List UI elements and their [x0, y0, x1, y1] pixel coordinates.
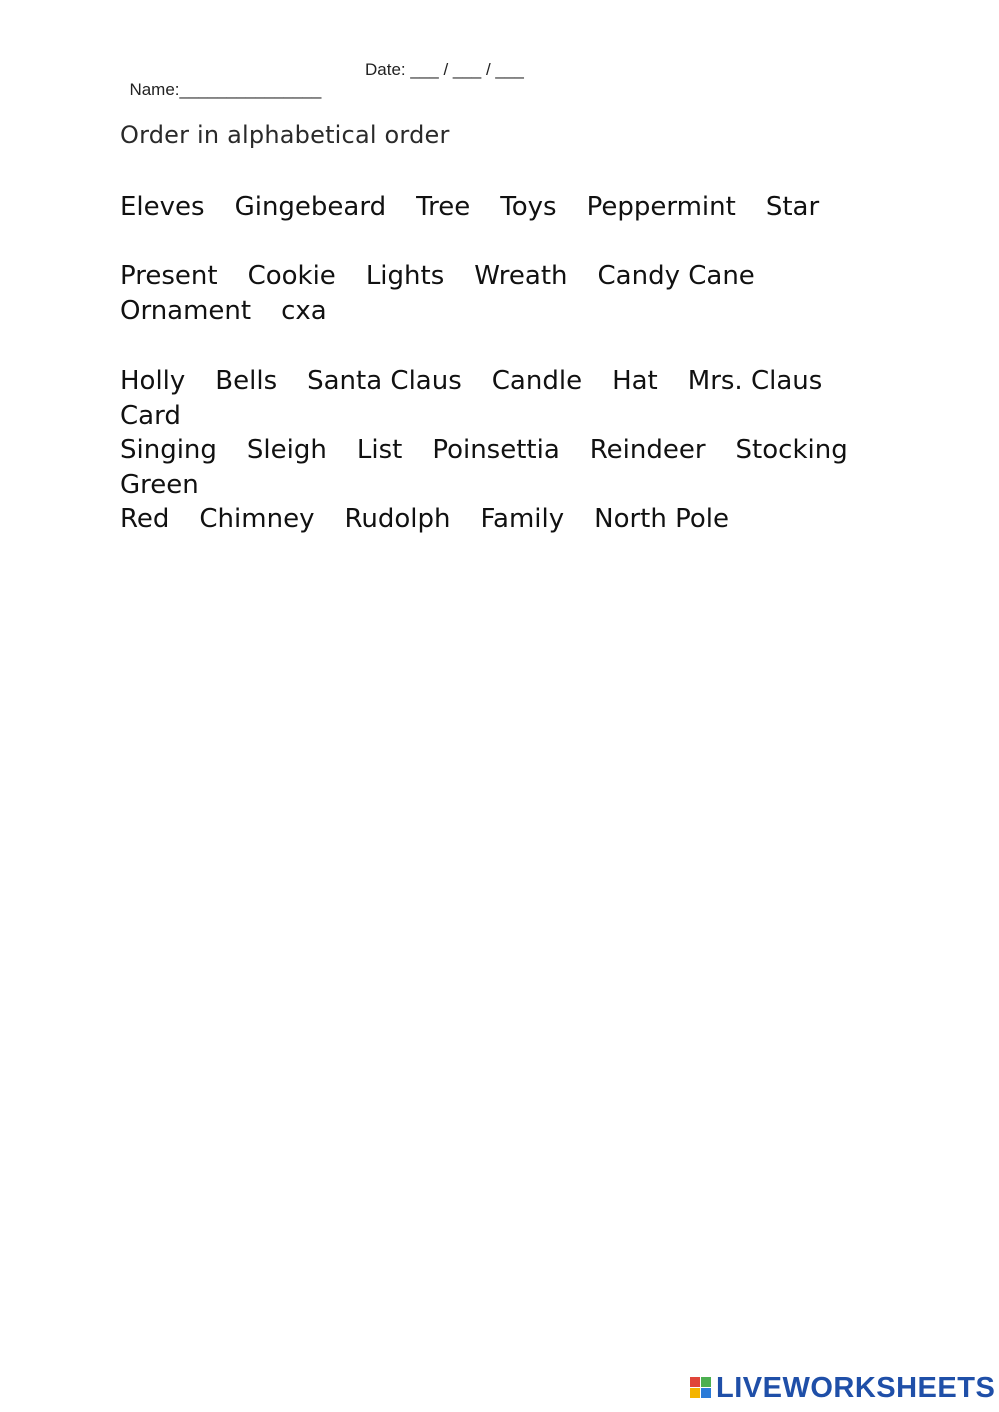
worksheet-instruction: Order in alphabetical order — [120, 121, 450, 149]
word-item: Eleves — [120, 192, 205, 222]
word-item: Toys — [500, 192, 557, 222]
word-item: North Pole — [594, 504, 729, 534]
word-item: Ornament — [120, 296, 252, 326]
word-item: Sleigh — [246, 435, 327, 465]
word-item: Hat — [612, 366, 658, 396]
word-item: Peppermint — [586, 192, 736, 222]
word-row-4 — [120, 433, 900, 503]
word-item: Family — [480, 504, 565, 534]
word-item: Card — [120, 401, 181, 431]
word-item: Lights — [365, 261, 445, 291]
word-item: Poinsettia — [432, 435, 560, 465]
word-item: Reindeer — [589, 435, 706, 465]
liveworksheets-logo-icon — [690, 1377, 712, 1399]
word-item: Bells — [215, 366, 278, 396]
word-item: Santa Claus — [307, 366, 462, 396]
word-item: Wreath — [474, 261, 568, 291]
word-item: Mrs. Claus — [687, 366, 823, 396]
word-item: Candle — [491, 366, 583, 396]
word-row-5 — [120, 502, 900, 537]
word-item: Chimney — [199, 504, 315, 534]
brand-wordmark: LIVEWORKSHEETS — [716, 1371, 996, 1404]
word-row-2 — [120, 259, 900, 329]
word-row-1 — [120, 190, 900, 225]
word-item: Gingebeard — [234, 192, 387, 222]
word-item: Star — [765, 192, 820, 222]
word-item: cxa — [281, 296, 327, 326]
word-item: Singing — [120, 435, 217, 465]
word-item: Green — [120, 470, 199, 500]
word-item: List — [356, 435, 403, 465]
word-item: Tree — [416, 192, 471, 222]
liveworksheets-brand — [690, 1372, 995, 1404]
word-item: Rudolph — [344, 504, 451, 534]
word-item: Stocking — [735, 435, 848, 465]
name-date-header — [120, 60, 524, 120]
word-item: Holly — [120, 366, 186, 396]
word-row-3 — [120, 364, 900, 434]
word-item: Candy Cane — [597, 261, 755, 291]
word-item: Cookie — [247, 261, 336, 291]
name-field-label: Name:_______________ — [129, 80, 322, 99]
word-item: Red — [120, 504, 170, 534]
word-item: Present — [120, 261, 218, 291]
date-field-label: Date: ___ / ___ / ___ — [365, 60, 524, 79]
